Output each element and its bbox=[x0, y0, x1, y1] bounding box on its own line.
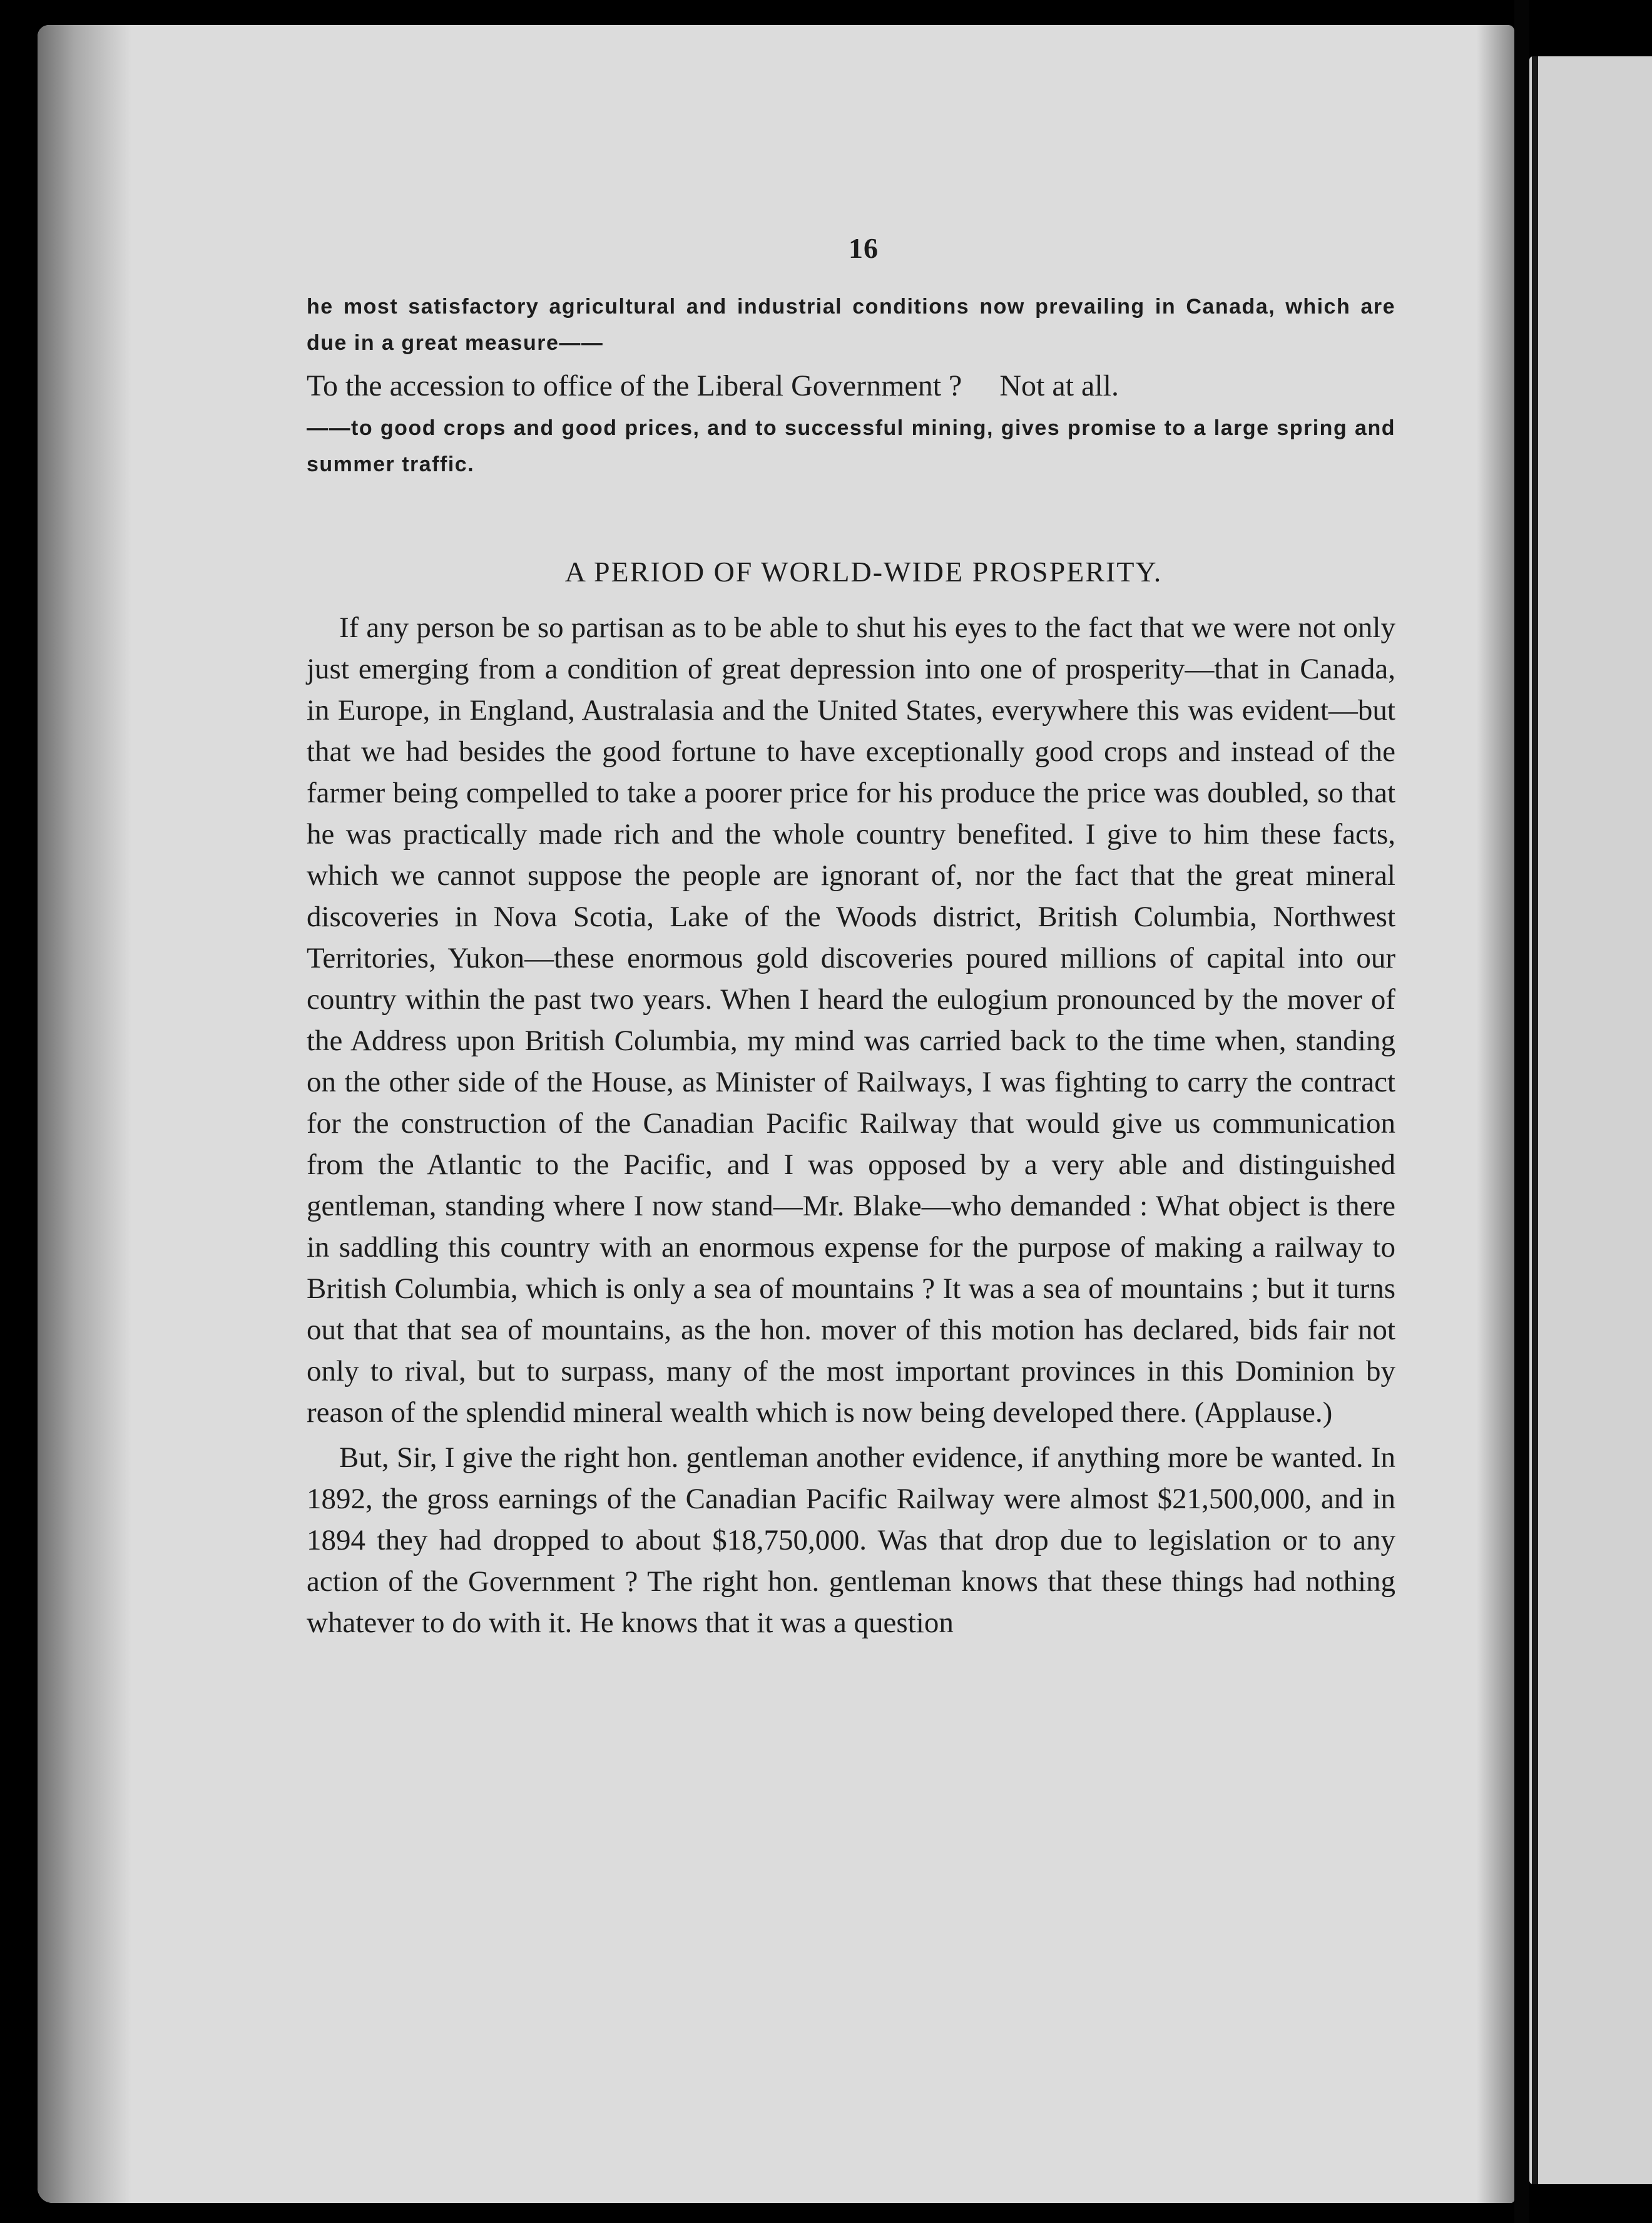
interjection-line bbox=[307, 364, 1395, 409]
quoted-text-bottom: ——to good crops and good prices, and to successful mining, gives promise to a large spring and summer traffic. bbox=[307, 416, 1395, 476]
binding-line bbox=[1532, 56, 1538, 2184]
page-gutter-shadow bbox=[1514, 0, 1529, 2223]
page-text-block bbox=[307, 232, 1395, 1643]
interjection-question: To the accession to office of the Liberal Government ? bbox=[307, 369, 962, 402]
document-page bbox=[38, 25, 1514, 2203]
adjacent-page-edge bbox=[1529, 56, 1652, 2184]
page-edge-shading-right bbox=[1477, 25, 1514, 2203]
page-number: 16 bbox=[849, 232, 879, 264]
section-heading: A PERIOD OF WORLD-WIDE PROSPERITY. bbox=[564, 556, 1163, 588]
page-edge-shading bbox=[38, 25, 131, 2203]
body-paragraph-2: But, Sir, I give the right hon. gentleman another evidence, if anything more be wanted. In 1892, the gross earnings of the Canadian Pacific Railway were almost $21,500,000, and in 1894 they had dropped to about $18,750,000. Was that drop due to legislation or to any action of the Government ? The right hon. gentleman knows that these things had nothing whatever to do with it. He knows that it was a question bbox=[307, 1441, 1395, 1639]
quoted-text-top: he most satisfactory agricultural and industrial conditions now prevailing in Canada, which are due in a great measure—— bbox=[307, 295, 1395, 355]
body-paragraph-1: If any person be so partisan as to be able to shut his eyes to the fact that we were not only just emerging from a condition of great depression into one of prosperity—that in Canada, in Europe, in England, Australasia and the United States, everywhere this was evident—but that we had besides the good fortune to have exceptionally good crops and instead of the farmer being compelled to take a poorer price for his produce the price was doubled, so that he was practically made rich and the whole country benefited. I give to him these facts, which we cannot suppose the people are ignorant of, nor the fact that the great mineral discoveries in Nova Scotia, Lake of the Woods district, British Columbia, Northwest Territories, Yukon—these enormous gold discoveries poured millions of capital into our country within the past two years. When I heard the eulogium pronounced by the mover of the Address upon British Columbia, my mind was carried back to the time when, standing on the other side of the House, as Minister of Railways, I was fighting to carry the contract for the construction of the Canadian Pacific Railway that would give us communication from the Atlantic to the Pacific, and I was opposed by a very able and distinguished gentleman, standing where I now stand—Mr. Blake—who demanded : What object is there in saddling this country with an enormous expense for the purpose of making a railway to British Columbia, which is only a sea of mountains ? It was a sea of mountains ; but it turns out that that sea of mountains, as the hon. mover of this motion has declared, bids fair not only to rival, but to surpass, many of the most important provinces in this Dominion by reason of the splendid mineral wealth which is now being developed there. (Applause.) bbox=[307, 611, 1395, 1429]
interjection-answer: Not at all. bbox=[999, 369, 1119, 402]
